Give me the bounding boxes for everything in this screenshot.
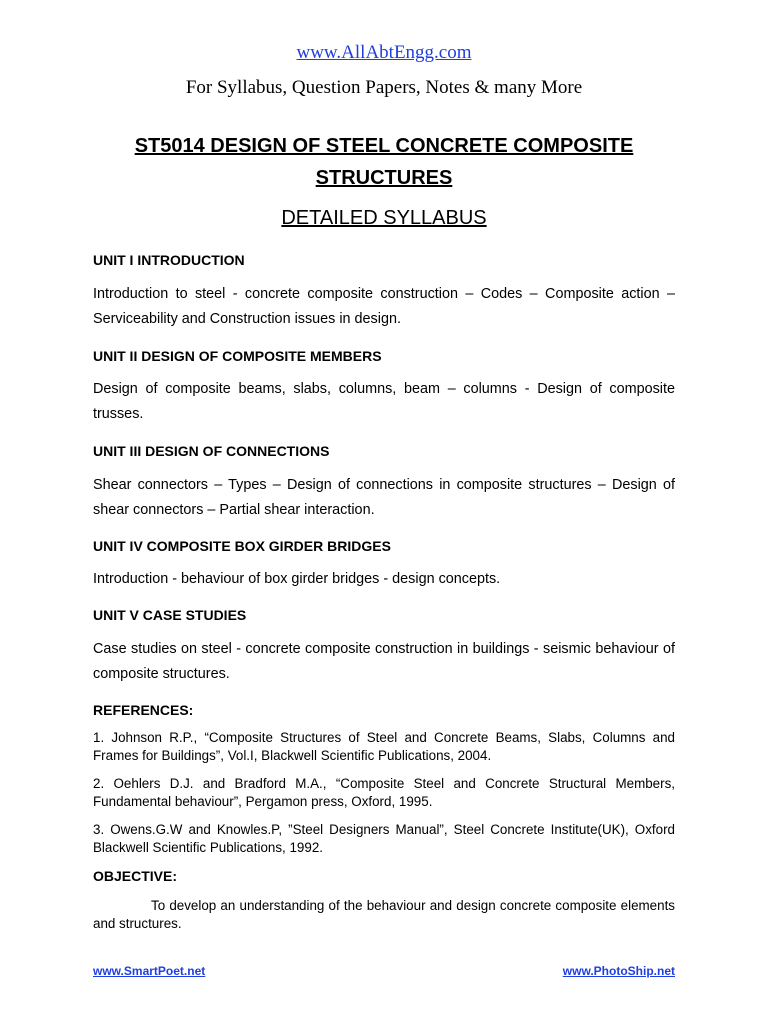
- reference-item: 1. Johnson R.P., “Composite Structures of Steel and Concrete Beams, Slabs, Columns and Frames for Buildings”, Vol.I, Blackwell Scientific Publications, 2004.: [93, 730, 675, 763]
- course-title-line2: STRUCTURES: [315, 167, 453, 189]
- header-tagline: For Syllabus, Question Papers, Notes & many More: [185, 77, 583, 98]
- unit-heading: UNIT III DESIGN OF CONNECTIONS: [93, 443, 330, 459]
- references-section: [93, 702, 675, 857]
- unit-heading: UNIT I INTRODUCTION: [93, 252, 245, 268]
- section-title: DETAILED SYLLABUS: [281, 207, 487, 229]
- unit-1: [93, 252, 675, 332]
- course-title: [0, 130, 768, 194]
- syllabus-content: [93, 249, 675, 933]
- unit-4: [93, 538, 675, 592]
- unit-2: [93, 348, 675, 427]
- references-heading: REFERENCES:: [93, 702, 194, 718]
- unit-body: Design of composite beams, slabs, columns, beam – columns - Design of composite trusses.: [93, 381, 675, 422]
- site-link[interactable]: www.AllAbtEngg.com: [296, 42, 472, 63]
- objective-section: [93, 868, 675, 933]
- unit-heading: UNIT II DESIGN OF COMPOSITE MEMBERS: [93, 348, 382, 364]
- unit-5: [93, 607, 675, 687]
- objective-body: To develop an understanding of the behaviour and design concrete composite elements and structures.: [93, 898, 675, 931]
- objective-heading: OBJECTIVE:: [93, 868, 178, 884]
- unit-body: Shear connectors – Types – Design of connections in composite structures – Design of shear connectors – Partial shear interaction.: [93, 477, 675, 518]
- unit-body: Introduction - behaviour of box girder bridges - design concepts.: [93, 571, 501, 587]
- unit-body: Introduction to steel - concrete composite construction – Codes – Composite action – Serviceability and Construction issues in design.: [93, 286, 675, 327]
- unit-heading: UNIT V CASE STUDIES: [93, 607, 247, 623]
- reference-item: 3. Owens.G.W and Knowles.P, ”Steel Designers Manual”, Steel Concrete Institute(UK), Oxford Blackwell Scientific Publications, 1992.: [93, 822, 675, 855]
- course-title-line1: ST5014 DESIGN OF STEEL CONCRETE COMPOSITE: [134, 135, 634, 157]
- reference-item: 2. Oehlers D.J. and Bradford M.A., “Composite Steel and Concrete Structural Members, Fundamental behaviour”, Pergamon press, Oxford, 1995.: [93, 776, 675, 809]
- unit-body: Case studies on steel - concrete composite construction in buildings - seismic behaviour of composite structures.: [93, 641, 675, 682]
- footer-link-left[interactable]: www.SmartPoet.net: [93, 964, 206, 978]
- unit-3: [93, 443, 675, 523]
- footer-link-right[interactable]: www.PhotoShip.net: [562, 964, 675, 978]
- unit-heading: UNIT IV COMPOSITE BOX GIRDER BRIDGES: [93, 538, 391, 554]
